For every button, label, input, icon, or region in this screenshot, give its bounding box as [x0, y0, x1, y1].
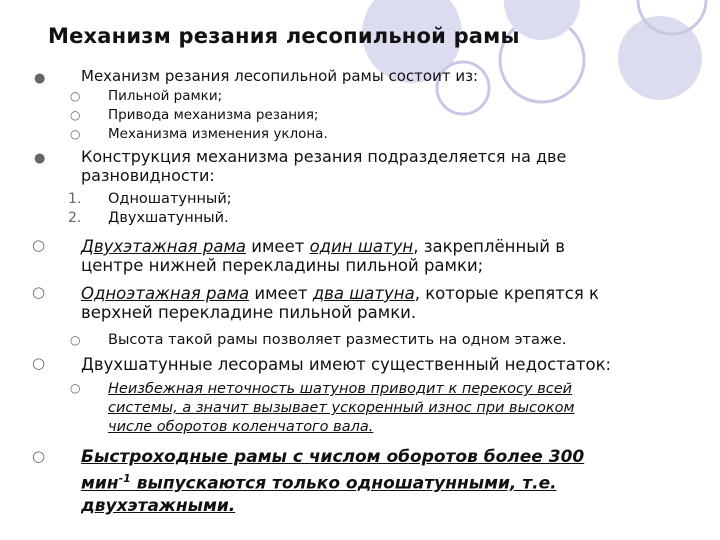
circle-bullet-icon: ○	[70, 108, 81, 122]
disadvantage-detail: Неизбежная неточность шатунов приводит к перекосу всей системы, а значит вызывает ускоренный износ при высоком числе оборотов коленчатого вала.	[108, 381, 575, 435]
intro-item: Пильной рамки;	[108, 88, 223, 104]
bullet-icon: ●	[34, 71, 46, 86]
two-storey-line2: центре нижней перекладины пильной рамки;	[81, 256, 484, 275]
fast-frames-text: Быстроходные рамы с числом оборотов более 300 мин$^{-1}$ выпускаются только одношатунными, т.е. двухэтажными.	[81, 447, 585, 516]
two-storey-term2: один шатун	[309, 237, 414, 256]
circle-bullet-icon: ○	[32, 283, 46, 301]
one-storey-text: Одноэтажная рама имеет два шатуна, которые крепятся к верхней перекладине пильной рамки.	[81, 284, 599, 322]
construction-item: Одношатунный;	[108, 191, 232, 207]
disadvantage-text: Двухшатунные лесорамы имеют существенный недостаток:	[81, 355, 612, 374]
bullet-icon: ●	[34, 151, 46, 166]
construction-text	[81, 147, 566, 185]
circle-bullet-icon: ○	[32, 354, 46, 372]
construction-item: Двухшатунный.	[108, 210, 229, 226]
two-storey-term: Двухэтажная рама	[81, 237, 246, 256]
construction-line2: разновидности:	[81, 166, 215, 185]
circle-bullet-icon: ○	[70, 333, 81, 347]
circle-bullet-icon: ○	[70, 127, 81, 141]
one-storey-line2: верхней перекладине пильной рамки.	[81, 303, 417, 322]
one-storey-term: Одноэтажная рама	[81, 284, 250, 303]
intro-item: Привода механизма резания;	[108, 107, 319, 123]
list-number: 2.	[68, 210, 82, 226]
two-storey-text: Двухэтажная рама имеет один шатун, закреплённый в центре нижней перекладины пильной рамки;	[81, 237, 565, 275]
circle-bullet-icon: ○	[70, 381, 81, 395]
page-title: Механизм резания лесопильной рамы	[48, 24, 520, 48]
intro-item: Механизма изменения уклона.	[108, 126, 328, 142]
circle-bullet-icon: ○	[32, 236, 46, 254]
intro-text: Механизм резания лесопильной рамы состоит из:	[81, 67, 479, 85]
circle-bullet-icon: ○	[32, 447, 46, 465]
one-storey-note: Высота такой рамы позволяет разместить на одном этаже.	[108, 332, 567, 348]
one-storey-term2: два шатуна	[312, 284, 415, 303]
list-number: 1.	[68, 191, 82, 207]
circle-bullet-icon: ○	[70, 89, 81, 103]
construction-line1: Конструкция механизма резания подразделяется на две	[81, 147, 567, 166]
